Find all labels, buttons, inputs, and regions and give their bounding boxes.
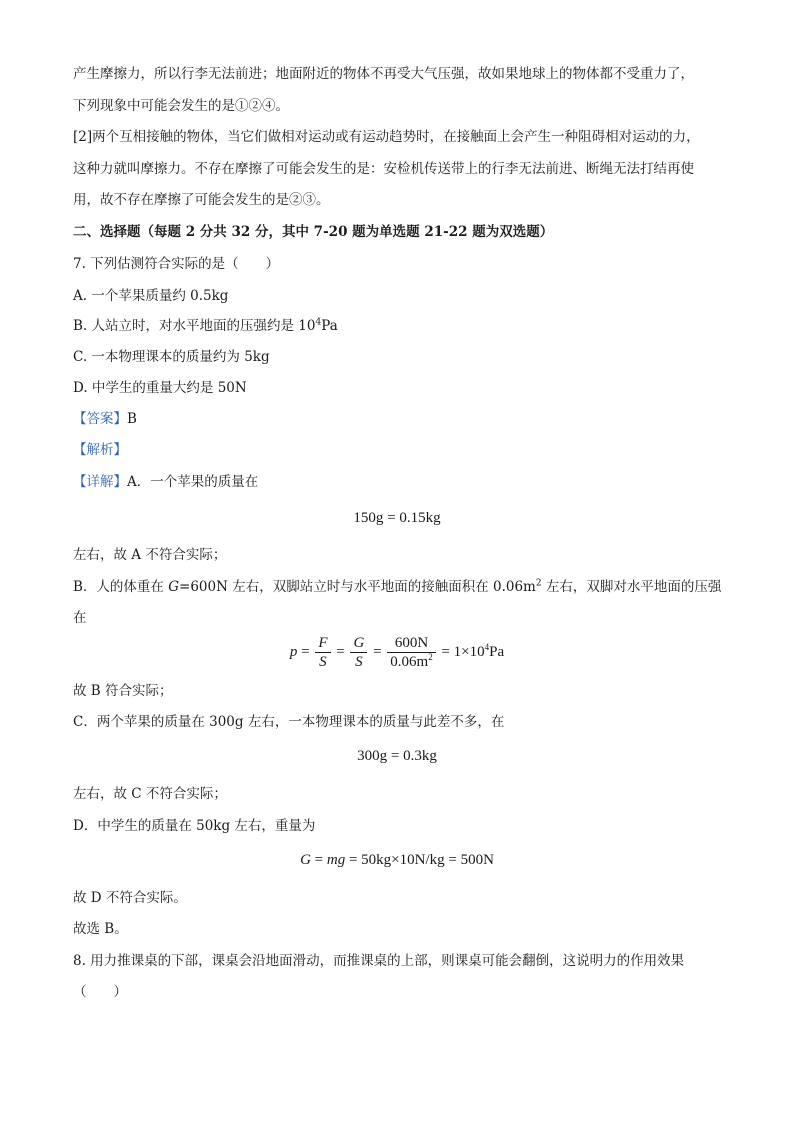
equation-3: 300g = 0.3kg [357, 748, 437, 764]
eq2-frac-gs [350, 634, 367, 671]
b-text-pre: B．人的体重在 [73, 579, 169, 595]
eq2-s: S [319, 654, 327, 670]
eq2-result [441, 641, 505, 660]
question-8: 8. 用力推课桌的下部，课桌会沿地面滑动，而推课桌的上部，则课桌可能会翻倒，这说明力的作用效果 [73, 953, 685, 969]
eq4-rest: = 50kg×10N/kg = 500N [345, 852, 494, 868]
eq4-mg: mg [326, 852, 346, 868]
text-line: 用，故不存在摩擦了可能会发生的是②③。 [73, 192, 330, 208]
text-line: 下列现象中可能会发生的是①②④。 [73, 98, 289, 114]
eq2-equals: = [301, 643, 310, 660]
option-b-text: B. 人站立时，对水平地面的压强约是 10 [73, 318, 316, 334]
text-line: [2]两个互相接触的物体，当它们做相对运动或有运动趋势时，在接触面上会产生一种阻碍相对运动的力， [73, 129, 700, 145]
eq2-g: G [350, 634, 367, 653]
equation-1: 150g = 0.15kg [353, 510, 441, 526]
eq2-f: F [315, 634, 330, 653]
option-d: D. 中学生的重量大约是 50N [73, 380, 247, 396]
d-text: D．中学生的质量在 50kg 左右，重量为 [73, 818, 316, 834]
eq2-den-text: 0.06m [390, 654, 429, 670]
section-heading: 二、选择题（每题 2 分共 32 分，其中 7-20 题为单选题 21-22 题为双选题） [73, 224, 554, 240]
eq2-equals-2: = [336, 643, 345, 660]
equation-4 [0, 850, 794, 870]
answer-value: B [127, 411, 137, 427]
b-text-g: G [168, 579, 180, 595]
equation-2 [0, 634, 794, 671]
eq2-frac-fs [315, 634, 330, 671]
eq2-result-sup: 4 [484, 641, 490, 652]
eq2-denominator [387, 653, 435, 671]
text-line: 产生摩擦力，所以行李无法前进；地面附近的物体不再受大气压强，故如果地球上的物体都不受重力了， [73, 66, 694, 82]
option-a: A. 一个苹果质量约 0.5kg [73, 288, 229, 304]
analysis-tag: 【解析】 [73, 442, 127, 458]
eq4-equals: = [310, 852, 327, 868]
b-text-post: 左右，双脚对水平地面的压强 [541, 579, 722, 595]
c-conclusion: 左右，故 C 不符合实际； [73, 786, 227, 802]
option-b [73, 316, 734, 336]
eq2-frac-values [387, 634, 435, 671]
option-b-unit: Pa [321, 318, 338, 334]
eq2-den-sup: 2 [428, 652, 433, 662]
question-7: 7. 下列估测符合实际的是（ ） [73, 256, 280, 272]
b-text-line-1 [73, 577, 734, 597]
answer-line [73, 409, 734, 429]
eq2-s-2: S [355, 654, 363, 670]
option-b-exponent: 4 [315, 317, 322, 328]
final-choice: 故选 B。 [73, 921, 128, 937]
a-conclusion: 左右，故 A 不符合实际； [73, 547, 227, 563]
text-line: 这种力就叫摩擦力。不存在摩擦了可能会发生的是：安检机传送带上的行李无法前进、断绳无法打结再使 [73, 161, 694, 177]
question-8-paren: （ ） [73, 984, 127, 1000]
detail-a-text: A．一个苹果的质量在 [127, 474, 259, 490]
eq2-p: p [289, 643, 298, 660]
detail-tag: 【详解】 [73, 474, 127, 490]
detail-a [73, 472, 734, 492]
eq2-numerator: 600N [387, 634, 435, 653]
eq4-g: G [300, 852, 311, 868]
option-c: C. 一本物理课本的质量约为 5kg [73, 349, 270, 365]
d-conclusion: 故 D 不符合实际。 [73, 890, 187, 906]
b-text-sup: 2 [535, 578, 542, 589]
b-text-mid: =600N 左右，双脚站立时与水平地面的接触面积在 0.06m [179, 579, 536, 595]
eq2-result-pre: = 1×10 [441, 643, 485, 660]
eq2-equals-3: = [373, 643, 382, 660]
answer-tag: 【答案】 [73, 411, 127, 427]
eq2-result-post: Pa [489, 643, 505, 660]
b-conclusion: 故 B 符合实际； [73, 683, 173, 699]
b-text-line-2: 在 [73, 610, 87, 626]
c-text: C．两个苹果的质量在 300g 左右，一本物理课本的质量与此差不多，在 [73, 714, 505, 730]
